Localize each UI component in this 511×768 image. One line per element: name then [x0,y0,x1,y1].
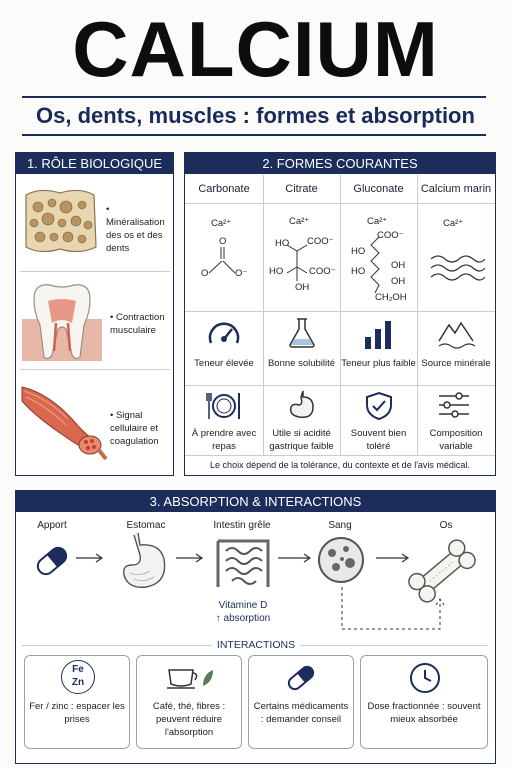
interaction-card-3 [248,655,354,749]
divider [185,311,495,312]
vitamin-d-effect: ↑ absorption [215,613,271,624]
capsule-icon [32,541,72,581]
column-header-citrate: Citrate [285,183,318,195]
chem-label: COO⁻ [377,230,404,241]
capsule-icon [285,662,317,694]
section-role-biologique [15,152,174,476]
section2-heading: 2. FORMES COURANTES [185,153,495,174]
shield-check-icon [365,391,393,421]
chem-label: HO [275,238,290,249]
arrow-icon [278,553,314,563]
step-estomac: Estomac [126,520,166,531]
role-item-3-text: • Signal cellulaire et coagulation [110,410,159,447]
sliders-icon [437,391,471,419]
forme-feature-2: Bonne solubilité [267,358,336,369]
chem-label: HO [269,266,284,277]
cup-leaf-icon [167,664,215,692]
chem-label: O [201,268,209,279]
divider [20,369,170,370]
role-item-1-text: • Minéralisation des os et des dents [106,204,165,254]
dashed-path-icon [340,587,450,633]
role-item-2-text: • Contraction musculaire [110,312,165,336]
vitamin-d-label: Vitamine D [218,600,268,611]
chem-label: OH [391,276,406,287]
chem-label: COO⁻ [307,236,334,247]
divider [22,645,212,646]
arrow-icon [76,553,106,563]
ion-label: Ca²⁺ [443,218,464,229]
clock-icon [409,662,441,694]
ion-label: Ca²⁺ [289,216,310,227]
chem-label: O [219,236,227,247]
tooth-icon [20,277,104,363]
interactions-label: INTERACTIONS [216,639,296,651]
chem-label: CH₂OH [375,292,407,303]
forme-usage-4: Composition variable [429,428,483,452]
fe-label: Fe [72,664,84,675]
intestine-icon [212,533,274,593]
page-title: CALCIUM [72,5,439,93]
stomach-icon [116,531,172,595]
forme-feature-1: Teneur élevée [194,358,254,369]
plate-icon [205,391,243,421]
step-sang: Sang [328,520,352,531]
divider [263,175,264,455]
interaction-text-4: Dose fractionnée : souvent mieux absorbée [367,701,481,725]
column-header-gluconate: Gluconate [353,183,404,195]
forme-feature-3: Teneur plus faible [341,358,416,369]
divider [20,271,170,272]
step-os: Os [439,520,453,531]
section-absorption [15,490,496,764]
divider [185,203,495,204]
ion-label: Ca²⁺ [211,218,232,229]
chem-label: OH [391,260,406,271]
stomach-icon [285,389,319,421]
forme-feature-4: Source minérale [421,358,491,369]
interaction-text-3: Certains médicaments : demander conseil [253,701,349,725]
section-formes-courantes [184,152,496,476]
wave-icon [429,253,485,283]
chem-label: O⁻ [235,268,248,279]
page-subtitle: Os, dents, muscles : formes et absorption [36,103,475,128]
flask-icon [287,317,317,349]
divider [185,455,495,456]
step-intestin: Intestin grêle [213,520,271,531]
forme-usage-2: Utile si acidité gastrique faible [269,428,334,452]
bone-tissue-icon [20,185,100,257]
fe-zn-icon [61,660,95,694]
divider [185,385,495,386]
ion-label: Ca²⁺ [367,216,388,227]
mountain-icon [437,319,475,349]
step-apport: Apport [37,520,67,531]
blood-cell-icon [316,535,366,585]
interaction-card-1 [24,655,130,749]
chem-label: COO⁻ [309,266,336,277]
divider [300,645,488,646]
forme-usage-3: Souvent bien toléré [350,428,407,452]
zn-label: Zn [71,677,85,688]
gauge-icon [207,319,241,349]
chem-label: OH [295,282,310,293]
interaction-card-4 [360,655,488,749]
title-divider [22,96,486,98]
forme-usage-1: À prendre avec repas [191,428,257,452]
arrow-icon [176,553,206,563]
chem-label: HO [351,246,366,257]
divider [417,175,418,455]
column-header-calcium-marin: Calcium marin [420,183,492,195]
divider [340,175,341,455]
chem-label: HO [351,266,366,277]
interaction-text-1: Fer / zinc : espacer les prises [29,701,125,725]
subtitle-divider [22,134,486,136]
interaction-card-2 [136,655,242,749]
section1-heading: 1. RÔLE BIOLOGIQUE [16,153,173,174]
interaction-text-2: Café, thé, fibres : peuvent réduire l'absorption [152,701,226,738]
column-header-carbonate: Carbonate [198,183,250,195]
muscle-fiber-icon [18,379,108,465]
formes-note: Le choix dépend de la tolérance, du contexte et de l'avis médical. [210,460,470,470]
section3-heading: 3. ABSORPTION & INTERACTIONS [16,491,495,512]
bar-chart-icon [363,319,393,349]
